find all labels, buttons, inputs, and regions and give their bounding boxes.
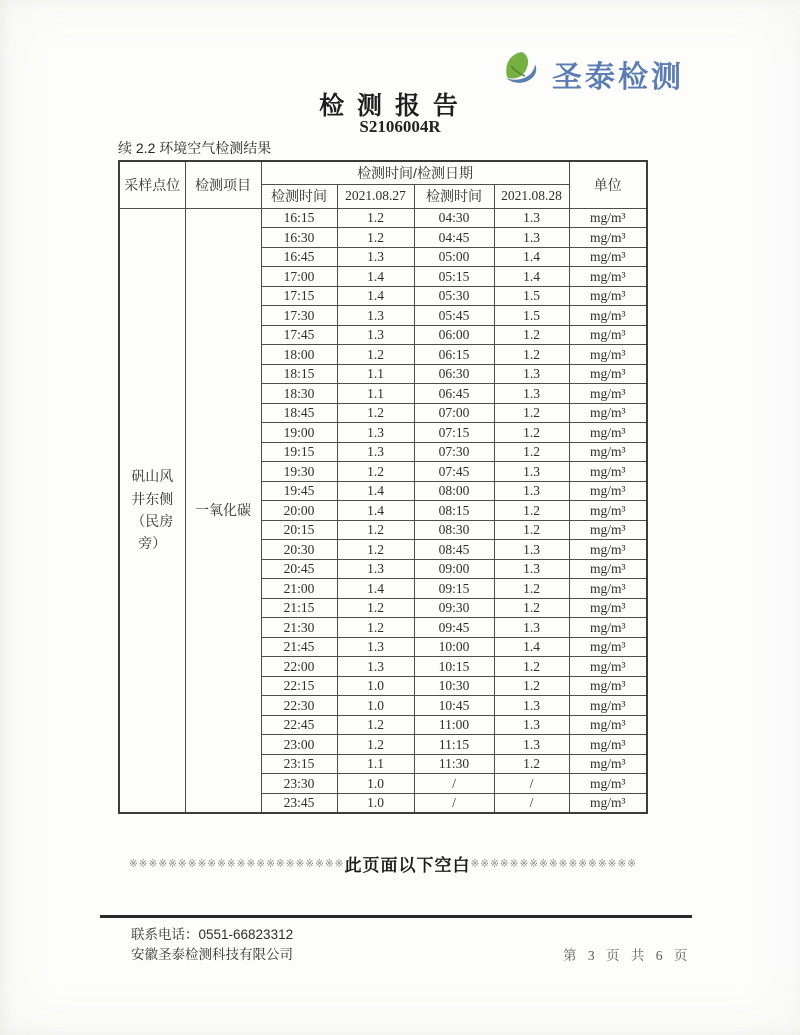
time-cell-day1: 20:30 — [261, 540, 337, 560]
time-cell-day1: 22:45 — [261, 715, 337, 735]
unit-cell: mg/m³ — [569, 364, 647, 384]
sampling-point-cell: 矾山风井东侧（民房旁） — [119, 208, 185, 813]
value-cell-day2: 1.2 — [494, 403, 569, 423]
time-cell-day2: 07:45 — [414, 462, 494, 482]
value-cell-day1: 1.2 — [337, 520, 414, 540]
logo-text: 圣泰检测 — [552, 60, 684, 94]
unit-cell: mg/m³ — [569, 345, 647, 365]
time-cell-day2: 10:45 — [414, 696, 494, 716]
value-cell-day2: 1.3 — [494, 228, 569, 248]
time-cell-day2: 05:30 — [414, 286, 494, 306]
value-cell-day1: 1.3 — [337, 559, 414, 579]
value-cell-day2: 1.3 — [494, 618, 569, 638]
time-cell-day1: 19:15 — [261, 442, 337, 462]
value-cell-day1: 1.3 — [337, 306, 414, 326]
time-cell-day2: 06:45 — [414, 384, 494, 404]
value-cell-day2: 1.2 — [494, 579, 569, 599]
value-cell-day2: 1.2 — [494, 657, 569, 677]
unit-cell: mg/m³ — [569, 501, 647, 521]
time-cell-day1: 21:45 — [261, 637, 337, 657]
unit-cell: mg/m³ — [569, 774, 647, 794]
value-cell-day1: 1.3 — [337, 657, 414, 677]
unit-cell: mg/m³ — [569, 793, 647, 813]
unit-cell: mg/m³ — [569, 754, 647, 774]
value-cell-day2: 1.2 — [494, 754, 569, 774]
time-cell-day1: 17:45 — [261, 325, 337, 345]
unit-cell: mg/m³ — [569, 403, 647, 423]
contact-phone: 联系电话：0551-66823312 — [131, 927, 294, 942]
time-cell-day2: 08:15 — [414, 501, 494, 521]
time-cell-day2: / — [414, 774, 494, 794]
report-title: 检 测 报 告 — [319, 92, 461, 120]
value-cell-day1: 1.3 — [337, 442, 414, 462]
unit-cell: mg/m³ — [569, 618, 647, 638]
unit-cell: mg/m³ — [569, 735, 647, 755]
header-sampling-point: 采样点位 — [119, 161, 185, 208]
value-cell-day1: 1.2 — [337, 403, 414, 423]
value-cell-day1: 1.1 — [337, 364, 414, 384]
time-cell-day2: 06:30 — [414, 364, 494, 384]
header-unit: 单位 — [569, 161, 647, 208]
unit-cell: mg/m³ — [569, 306, 647, 326]
value-cell-day1: 1.2 — [337, 735, 414, 755]
unit-cell: mg/m³ — [569, 462, 647, 482]
unit-cell: mg/m³ — [569, 520, 647, 540]
value-cell-day2: 1.3 — [494, 696, 569, 716]
value-cell-day1: 1.3 — [337, 637, 414, 657]
time-cell-day2: 11:00 — [414, 715, 494, 735]
time-cell-day2: 11:30 — [414, 754, 494, 774]
time-cell-day2: 07:15 — [414, 423, 494, 443]
time-cell-day2: 10:15 — [414, 657, 494, 677]
value-cell-day1: 1.2 — [337, 462, 414, 482]
time-cell-day1: 17:30 — [261, 306, 337, 326]
value-cell-day2: 1.3 — [494, 462, 569, 482]
time-cell-day2: 06:15 — [414, 345, 494, 365]
unit-cell: mg/m³ — [569, 559, 647, 579]
time-cell-day2: 09:00 — [414, 559, 494, 579]
subheader-date-2: 2021.08.28 — [494, 184, 569, 208]
value-cell-day1: 1.4 — [337, 481, 414, 501]
time-cell-day1: 18:45 — [261, 403, 337, 423]
value-cell-day1: 1.4 — [337, 501, 414, 521]
section-label: 续 2.2 环境空气检测结果 — [118, 140, 272, 156]
time-cell-day2: 04:45 — [414, 228, 494, 248]
unit-cell: mg/m³ — [569, 384, 647, 404]
time-cell-day1: 23:00 — [261, 735, 337, 755]
unit-cell: mg/m³ — [569, 598, 647, 618]
value-cell-day1: 1.4 — [337, 579, 414, 599]
unit-cell: mg/m³ — [569, 481, 647, 501]
time-cell-day1: 20:00 — [261, 501, 337, 521]
blank-note-marks-left: ※※※※※※※※※※※※※※※※※※※※※※ — [128, 857, 345, 870]
unit-cell: mg/m³ — [569, 228, 647, 248]
value-cell-day2: 1.3 — [494, 384, 569, 404]
value-cell-day2: 1.3 — [494, 481, 569, 501]
report-number: S2106004R — [359, 117, 441, 136]
value-cell-day2: 1.3 — [494, 364, 569, 384]
time-cell-day2: / — [414, 793, 494, 813]
table-body — [119, 208, 647, 813]
value-cell-day2: 1.3 — [494, 540, 569, 560]
time-cell-day1: 22:00 — [261, 657, 337, 677]
time-cell-day2: 07:30 — [414, 442, 494, 462]
unit-cell: mg/m³ — [569, 208, 647, 228]
header-time-date: 检测时间/检测日期 — [261, 161, 569, 184]
value-cell-day2: 1.2 — [494, 442, 569, 462]
time-cell-day1: 22:15 — [261, 676, 337, 696]
subheader-time-2: 检测时间 — [414, 184, 494, 208]
value-cell-day1: 1.0 — [337, 793, 414, 813]
value-cell-day1: 1.0 — [337, 774, 414, 794]
value-cell-day1: 1.2 — [337, 618, 414, 638]
time-cell-day2: 08:30 — [414, 520, 494, 540]
value-cell-day1: 1.1 — [337, 384, 414, 404]
unit-cell: mg/m³ — [569, 579, 647, 599]
value-cell-day2: 1.5 — [494, 286, 569, 306]
time-cell-day2: 05:15 — [414, 267, 494, 287]
value-cell-day2: / — [494, 793, 569, 813]
subheader-time-1: 检测时间 — [261, 184, 337, 208]
value-cell-day2: 1.2 — [494, 345, 569, 365]
table-row — [119, 208, 647, 228]
time-cell-day1: 21:00 — [261, 579, 337, 599]
value-cell-day1: 1.1 — [337, 754, 414, 774]
time-cell-day1: 17:00 — [261, 267, 337, 287]
value-cell-day1: 1.4 — [337, 286, 414, 306]
unit-cell: mg/m³ — [569, 715, 647, 735]
time-cell-day1: 20:15 — [261, 520, 337, 540]
value-cell-day2: 1.3 — [494, 735, 569, 755]
blank-note-marks-right: ※※※※※※※※※※※※※※※※※ — [470, 857, 638, 870]
header-test-item: 检测项目 — [185, 161, 261, 208]
time-cell-day2: 07:00 — [414, 403, 494, 423]
value-cell-day1: 1.2 — [337, 345, 414, 365]
time-cell-day2: 08:00 — [414, 481, 494, 501]
page-indicator: 第 3 页 共 6 页 — [563, 948, 692, 963]
unit-cell: mg/m³ — [569, 540, 647, 560]
value-cell-day1: 1.3 — [337, 247, 414, 267]
value-cell-day1: 1.2 — [337, 715, 414, 735]
time-cell-day1: 20:45 — [261, 559, 337, 579]
time-cell-day2: 10:00 — [414, 637, 494, 657]
value-cell-day2: 1.3 — [494, 559, 569, 579]
value-cell-day1: 1.2 — [337, 598, 414, 618]
time-cell-day2: 10:30 — [414, 676, 494, 696]
table-header-row — [119, 161, 647, 184]
unit-cell: mg/m³ — [569, 423, 647, 443]
time-cell-day1: 17:15 — [261, 286, 337, 306]
value-cell-day2: / — [494, 774, 569, 794]
time-cell-day2: 05:45 — [414, 306, 494, 326]
value-cell-day2: 1.2 — [494, 676, 569, 696]
value-cell-day1: 1.3 — [337, 325, 414, 345]
unit-cell: mg/m³ — [569, 696, 647, 716]
value-cell-day2: 1.4 — [494, 267, 569, 287]
unit-cell: mg/m³ — [569, 325, 647, 345]
time-cell-day1: 19:45 — [261, 481, 337, 501]
time-cell-day1: 19:30 — [261, 462, 337, 482]
value-cell-day2: 1.2 — [494, 423, 569, 443]
blank-note-text: 此页面以下空白 — [344, 856, 471, 875]
time-cell-day1: 18:15 — [261, 364, 337, 384]
time-cell-day1: 18:00 — [261, 345, 337, 365]
value-cell-day2: 1.5 — [494, 306, 569, 326]
time-cell-day1: 23:15 — [261, 754, 337, 774]
time-cell-day1: 16:15 — [261, 208, 337, 228]
value-cell-day1: 1.2 — [337, 540, 414, 560]
time-cell-day2: 04:30 — [414, 208, 494, 228]
time-cell-day1: 16:45 — [261, 247, 337, 267]
blank-note — [118, 851, 648, 876]
value-cell-day2: 1.3 — [494, 715, 569, 735]
value-cell-day2: 1.2 — [494, 501, 569, 521]
time-cell-day1: 23:30 — [261, 774, 337, 794]
value-cell-day2: 1.2 — [494, 325, 569, 345]
unit-cell: mg/m³ — [569, 267, 647, 287]
time-cell-day2: 05:00 — [414, 247, 494, 267]
time-cell-day1: 22:30 — [261, 696, 337, 716]
unit-cell: mg/m³ — [569, 676, 647, 696]
value-cell-day2: 1.2 — [494, 598, 569, 618]
value-cell-day2: 1.3 — [494, 208, 569, 228]
time-cell-day2: 09:45 — [414, 618, 494, 638]
time-cell-day1: 21:30 — [261, 618, 337, 638]
company-name: 安徽圣泰检测科技有限公司 — [131, 947, 293, 962]
unit-cell: mg/m³ — [569, 247, 647, 267]
value-cell-day1: 1.0 — [337, 676, 414, 696]
value-cell-day1: 1.2 — [337, 208, 414, 228]
value-cell-day2: 1.2 — [494, 520, 569, 540]
value-cell-day1: 1.3 — [337, 423, 414, 443]
time-cell-day2: 09:30 — [414, 598, 494, 618]
unit-cell: mg/m³ — [569, 657, 647, 677]
time-cell-day1: 16:30 — [261, 228, 337, 248]
time-cell-day2: 08:45 — [414, 540, 494, 560]
unit-cell: mg/m³ — [569, 637, 647, 657]
value-cell-day2: 1.4 — [494, 637, 569, 657]
time-cell-day2: 06:00 — [414, 325, 494, 345]
subheader-date-1: 2021.08.27 — [337, 184, 414, 208]
results-table — [118, 160, 648, 814]
time-cell-day1: 23:45 — [261, 793, 337, 813]
unit-cell: mg/m³ — [569, 286, 647, 306]
value-cell-day1: 1.4 — [337, 267, 414, 287]
time-cell-day1: 21:15 — [261, 598, 337, 618]
unit-cell: mg/m³ — [569, 442, 647, 462]
time-cell-day1: 18:30 — [261, 384, 337, 404]
value-cell-day2: 1.4 — [494, 247, 569, 267]
time-cell-day2: 11:15 — [414, 735, 494, 755]
value-cell-day1: 1.2 — [337, 228, 414, 248]
time-cell-day2: 09:15 — [414, 579, 494, 599]
test-item-cell: 一氧化碳 — [185, 208, 261, 813]
footer-divider — [100, 915, 692, 918]
time-cell-day1: 19:00 — [261, 423, 337, 443]
value-cell-day1: 1.0 — [337, 696, 414, 716]
